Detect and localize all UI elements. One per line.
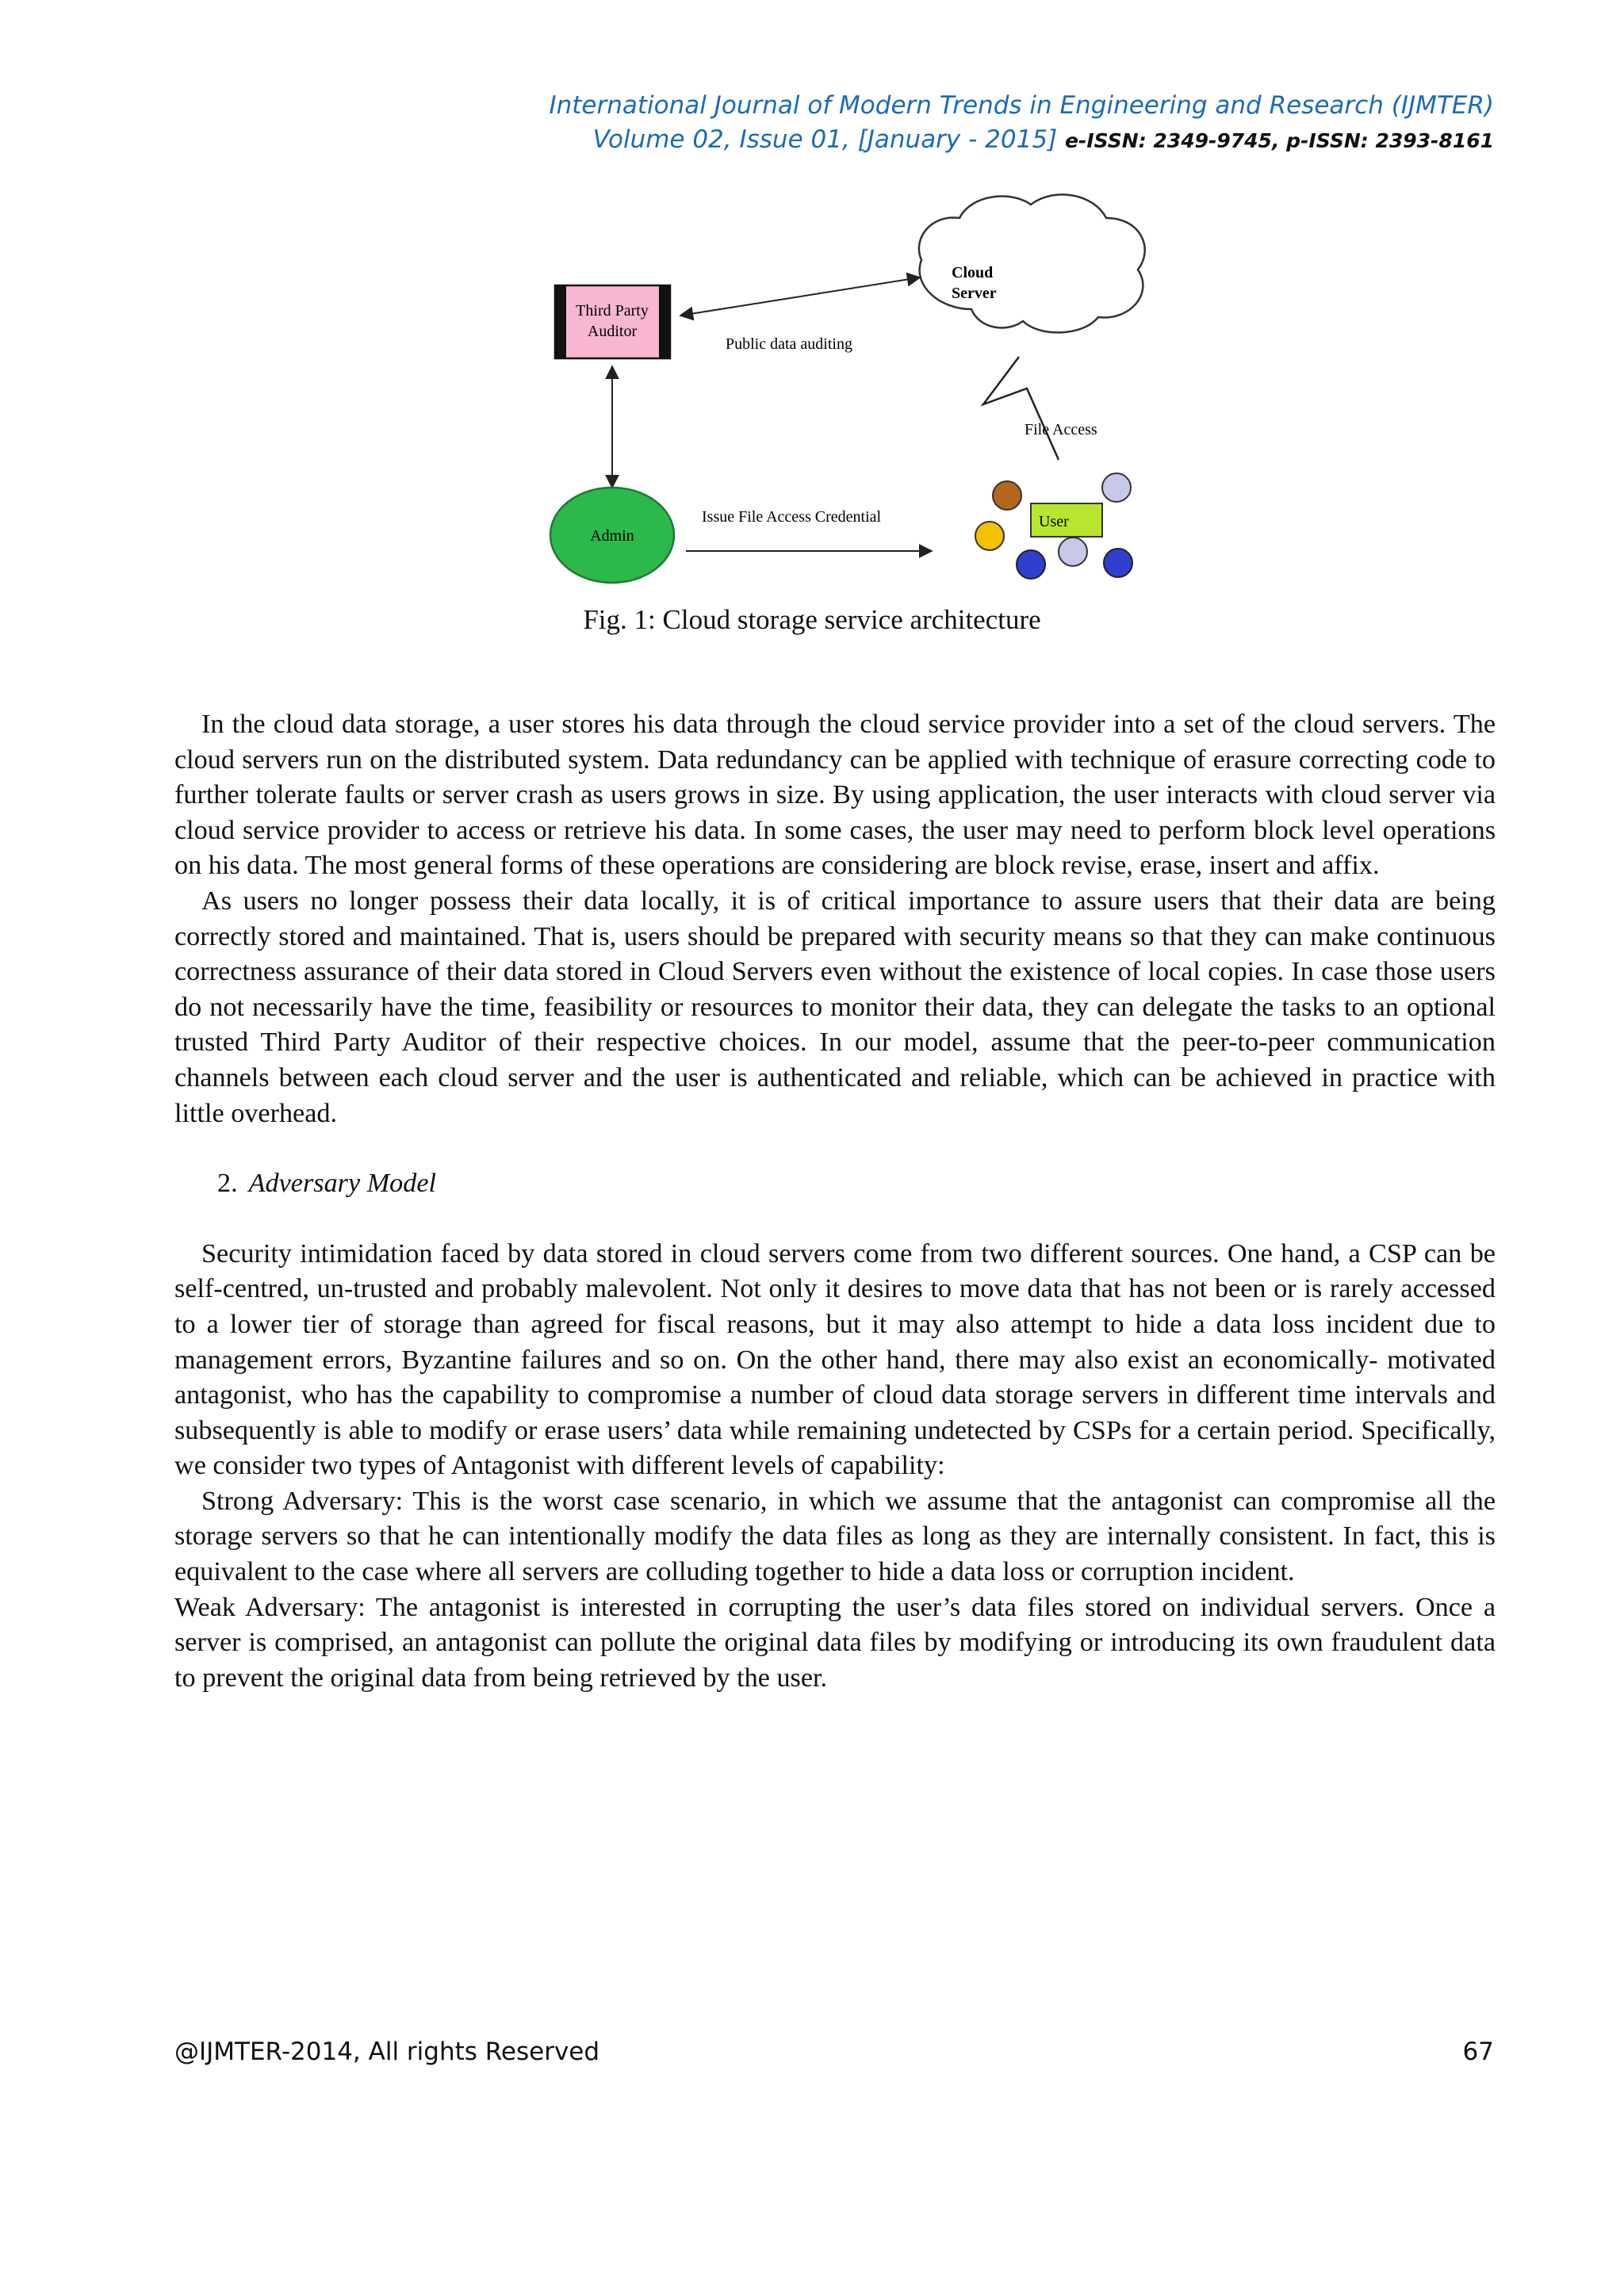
user-dot-yellow bbox=[975, 522, 1004, 550]
user-dot-brown bbox=[993, 481, 1021, 510]
file-access-link bbox=[983, 357, 1059, 460]
tpa-left-bar bbox=[555, 285, 566, 358]
tpa-box bbox=[555, 285, 670, 358]
paragraph-1: In the cloud data storage, a user stores his data through the cloud service provider into a set of the cloud servers. The cloud servers run on the distributed system. Data redundancy can be applied with technique of erasure correcting code to further tolerate faults or server crash as users grows in size. By using application, the user interacts with cloud server via cloud service provider to access or retrieve his data. In some cases, the user may need to perform block level operations on his data. The most general forms of these operations are considering are block revise, erase, insert and affix. bbox=[174, 710, 1496, 881]
spacer bbox=[174, 1202, 1496, 1237]
tpa-label-2: Auditor bbox=[587, 323, 638, 340]
cloud-label-1: Cloud bbox=[952, 264, 994, 281]
paragraph-2: As users no longer possess their data locally, it is of critical importance to assure users that their data are being correctly stored and maintained. That is, users should be prepared with security means so that they can make continuous correctness assurance of their data stored in Cloud Servers even without the existence of local copies. In case those users do not necessarily have the time, feasibility or resources to monitor their data, they can delegate the tasks to an optional trusted Third Party Auditor of their respective choices. In our model, assume that the peer-to-peer communication channels between each cloud server and the user is authenticated and reliable, which can be achieved in practice with little overhead. bbox=[174, 886, 1496, 1128]
user-dot-lavender-bottom bbox=[1059, 538, 1087, 566]
figure-caption: Fig. 1: Cloud storage service architecture bbox=[583, 604, 1041, 635]
user-label: User bbox=[1039, 513, 1069, 530]
admin-node bbox=[550, 488, 674, 583]
journal-title: International Journal of Modern Trends in Engineering and Research (IJMTER) bbox=[549, 91, 1494, 120]
file-access-label: File Access bbox=[1025, 421, 1097, 438]
third-party-auditor-node bbox=[555, 285, 670, 358]
journal-issn: e-ISSN: 2349-9745, p-ISSN: 2393-8161 bbox=[1065, 129, 1494, 152]
tpa-label-1: Third Party bbox=[576, 302, 649, 320]
spacer bbox=[174, 1131, 1496, 1166]
architecture-diagram bbox=[539, 190, 1475, 587]
footer-copyright: @IJMTER-2014, All rights Reserved bbox=[174, 2038, 600, 2066]
public-auditing-arrow bbox=[680, 277, 920, 316]
page-footer bbox=[174, 2038, 1494, 2066]
architecture-figure bbox=[539, 190, 1475, 587]
journal-volume: Volume 02, Issue 01, [January - 2015] bbox=[592, 125, 1058, 154]
user-dot-blue-right bbox=[1104, 549, 1132, 577]
tpa-right-bar bbox=[659, 285, 670, 358]
cloud-server-node bbox=[919, 194, 1145, 332]
section-number: 2. bbox=[217, 1169, 238, 1199]
user-dot-lavender-top bbox=[1102, 473, 1131, 502]
section-heading bbox=[174, 1166, 1496, 1202]
journal-header bbox=[384, 89, 1494, 158]
section-title: Adversary Model bbox=[248, 1169, 437, 1199]
user-node bbox=[975, 473, 1132, 579]
paragraph-5: Weak Adversary: The antagonist is interested in corrupting the user’s data files stored on individual servers. Once a server is comprised, an antagonist can pollute the original data files by modifying or introducing its own fraudulent data to prevent the original data from being retrieved by the user. bbox=[174, 1592, 1496, 1693]
public-auditing-label: Public data auditing bbox=[726, 335, 852, 353]
cloud-label-2: Server bbox=[952, 285, 997, 302]
paragraph-3: Security intimidation faced by data stored in cloud servers come from two different sources. One hand, a CSP can be self-centred, un-trusted and probably malevolent. Not only it desires to move data that has not been or is rarely accessed to a lower tier of storage than agreed for fiscal reasons, but it may also attempt to hide a data loss incident due to management errors, Byzantine failures and so on. On the other hand, there may also exist an economically- motivated antagonist, who has the capability to compromise a number of cloud data storage servers in different time intervals and subsequently is able to modify or erase users’ data while remaining undetected by CSPs for a certain period. Specifically, we consider two types of Antagonist with different levels of capability: bbox=[174, 1238, 1496, 1481]
admin-label: Admin bbox=[590, 527, 634, 545]
user-dot-blue-left bbox=[1017, 550, 1045, 579]
page-number: 67 bbox=[1462, 2038, 1494, 2066]
issue-credential-label: Issue File Access Credential bbox=[702, 508, 882, 526]
paragraph-4: Strong Adversary: This is the worst case scenario, in which we assume that the antagonist can compromise all the storage servers so that he can intentionally modify the data files as long as they are internally consistent. In fact, this is equivalent to the case where all servers are colluding together to hide a data loss or corruption incident. bbox=[174, 1486, 1496, 1587]
journal-volume-line bbox=[384, 123, 1494, 158]
body-text bbox=[174, 707, 1496, 1696]
